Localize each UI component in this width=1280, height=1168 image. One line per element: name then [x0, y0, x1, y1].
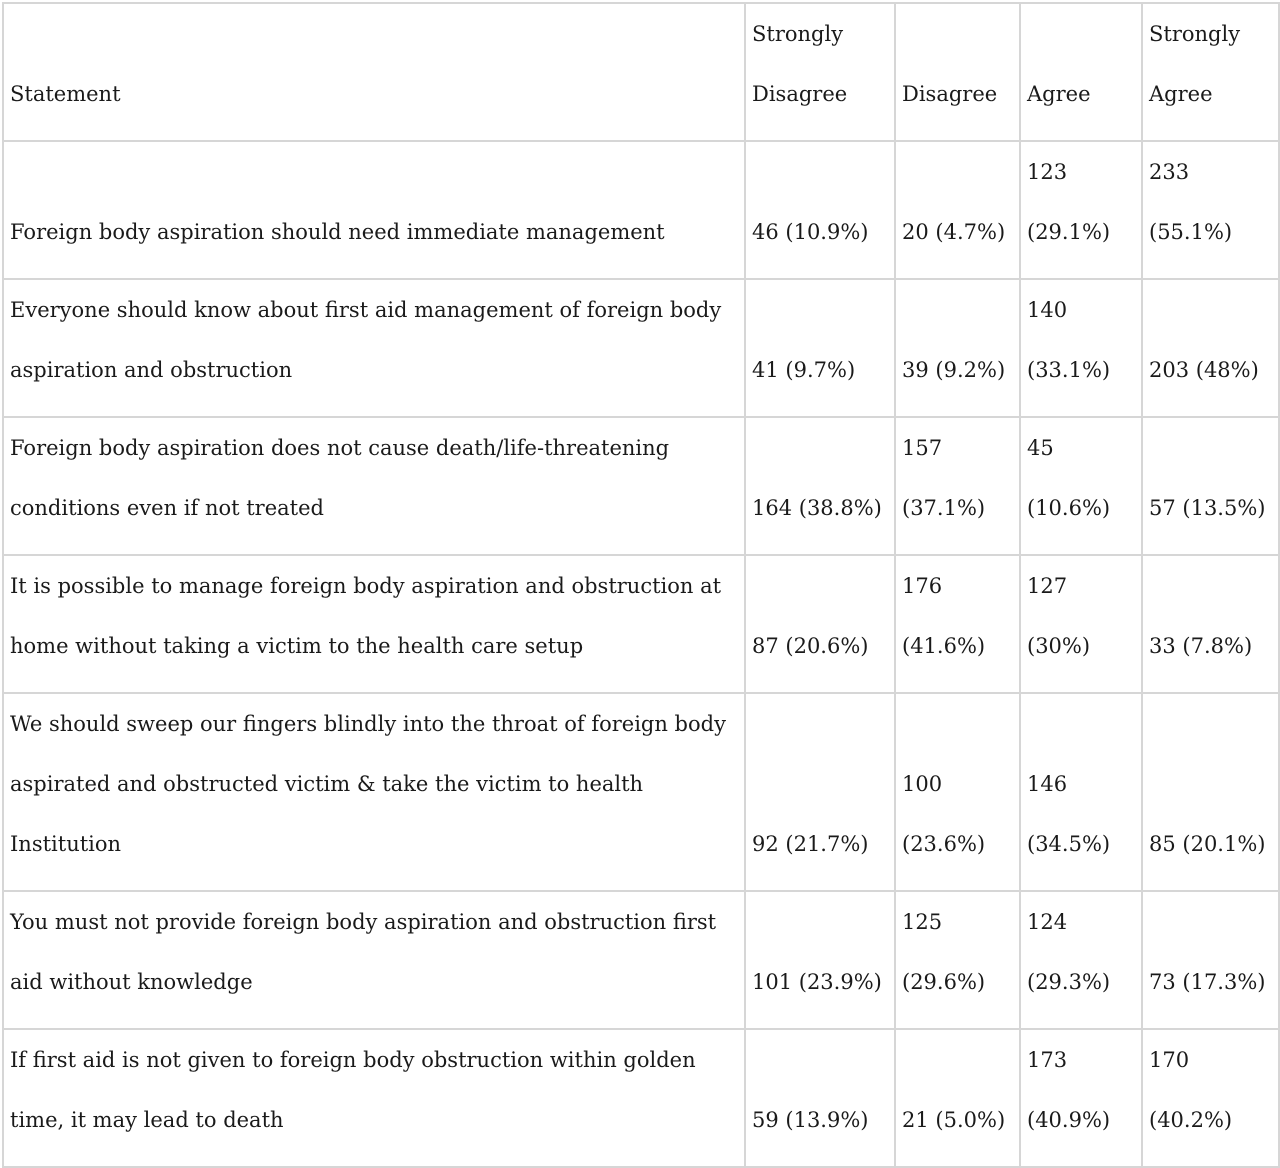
header-strongly-disagree: Strongly Disagree	[745, 3, 895, 141]
disagree-cell: 39 (9.2%)	[895, 279, 1020, 417]
header-strongly-agree: Strongly Agree	[1142, 3, 1279, 141]
survey-table	[2, 2, 1280, 1168]
strongly-disagree-cell: 41 (9.7%)	[745, 279, 895, 417]
header-agree: Agree	[1020, 3, 1142, 141]
disagree-cell: 125 (29.6%)	[895, 891, 1020, 1029]
strongly-agree-cell: 233 (55.1%)	[1142, 141, 1279, 279]
disagree-cell: 157 (37.1%)	[895, 417, 1020, 555]
agree-cell: 146 (34.5%)	[1020, 693, 1142, 891]
strongly-agree-cell: 73 (17.3%)	[1142, 891, 1279, 1029]
disagree-cell: 21 (5.0%)	[895, 1029, 1020, 1167]
agree-cell: 124 (29.3%)	[1020, 891, 1142, 1029]
header-statement: Statement	[3, 3, 745, 141]
strongly-agree-cell: 85 (20.1%)	[1142, 693, 1279, 891]
statement-cell: We should sweep our fingers blindly into the throat of foreign body aspirated and obstructed victim & take the victim to health Institution	[3, 693, 745, 891]
agree-cell: 127 (30%)	[1020, 555, 1142, 693]
table-row	[3, 417, 1279, 555]
strongly-disagree-cell: 46 (10.9%)	[745, 141, 895, 279]
statement-cell: Foreign body aspiration should need immediate management	[3, 141, 745, 279]
strongly-agree-cell: 33 (7.8%)	[1142, 555, 1279, 693]
table-header-row	[3, 3, 1279, 141]
table-row	[3, 141, 1279, 279]
table-row	[3, 891, 1279, 1029]
header-disagree: Disagree	[895, 3, 1020, 141]
statement-cell: Everyone should know about first aid management of foreign body aspiration and obstruction	[3, 279, 745, 417]
strongly-agree-cell: 170 (40.2%)	[1142, 1029, 1279, 1167]
disagree-cell: 20 (4.7%)	[895, 141, 1020, 279]
table-row	[3, 279, 1279, 417]
strongly-agree-cell: 203 (48%)	[1142, 279, 1279, 417]
strongly-agree-cell: 57 (13.5%)	[1142, 417, 1279, 555]
disagree-cell: 100 (23.6%)	[895, 693, 1020, 891]
statement-cell: It is possible to manage foreign body aspiration and obstruction at home without taking a victim to the health care setup	[3, 555, 745, 693]
strongly-disagree-cell: 101 (23.9%)	[745, 891, 895, 1029]
statement-cell: You must not provide foreign body aspiration and obstruction first aid without knowledge	[3, 891, 745, 1029]
strongly-disagree-cell: 92 (21.7%)	[745, 693, 895, 891]
agree-cell: 123 (29.1%)	[1020, 141, 1142, 279]
strongly-disagree-cell: 59 (13.9%)	[745, 1029, 895, 1167]
agree-cell: 140 (33.1%)	[1020, 279, 1142, 417]
agree-cell: 45 (10.6%)	[1020, 417, 1142, 555]
disagree-cell: 176 (41.6%)	[895, 555, 1020, 693]
strongly-disagree-cell: 164 (38.8%)	[745, 417, 895, 555]
table-row	[3, 1029, 1279, 1167]
strongly-disagree-cell: 87 (20.6%)	[745, 555, 895, 693]
statement-cell: If first aid is not given to foreign body obstruction within golden time, it may lead to death	[3, 1029, 745, 1167]
table-row	[3, 693, 1279, 891]
table-row	[3, 555, 1279, 693]
statement-cell: Foreign body aspiration does not cause death/life-threatening conditions even if not treated	[3, 417, 745, 555]
agree-cell: 173 (40.9%)	[1020, 1029, 1142, 1167]
